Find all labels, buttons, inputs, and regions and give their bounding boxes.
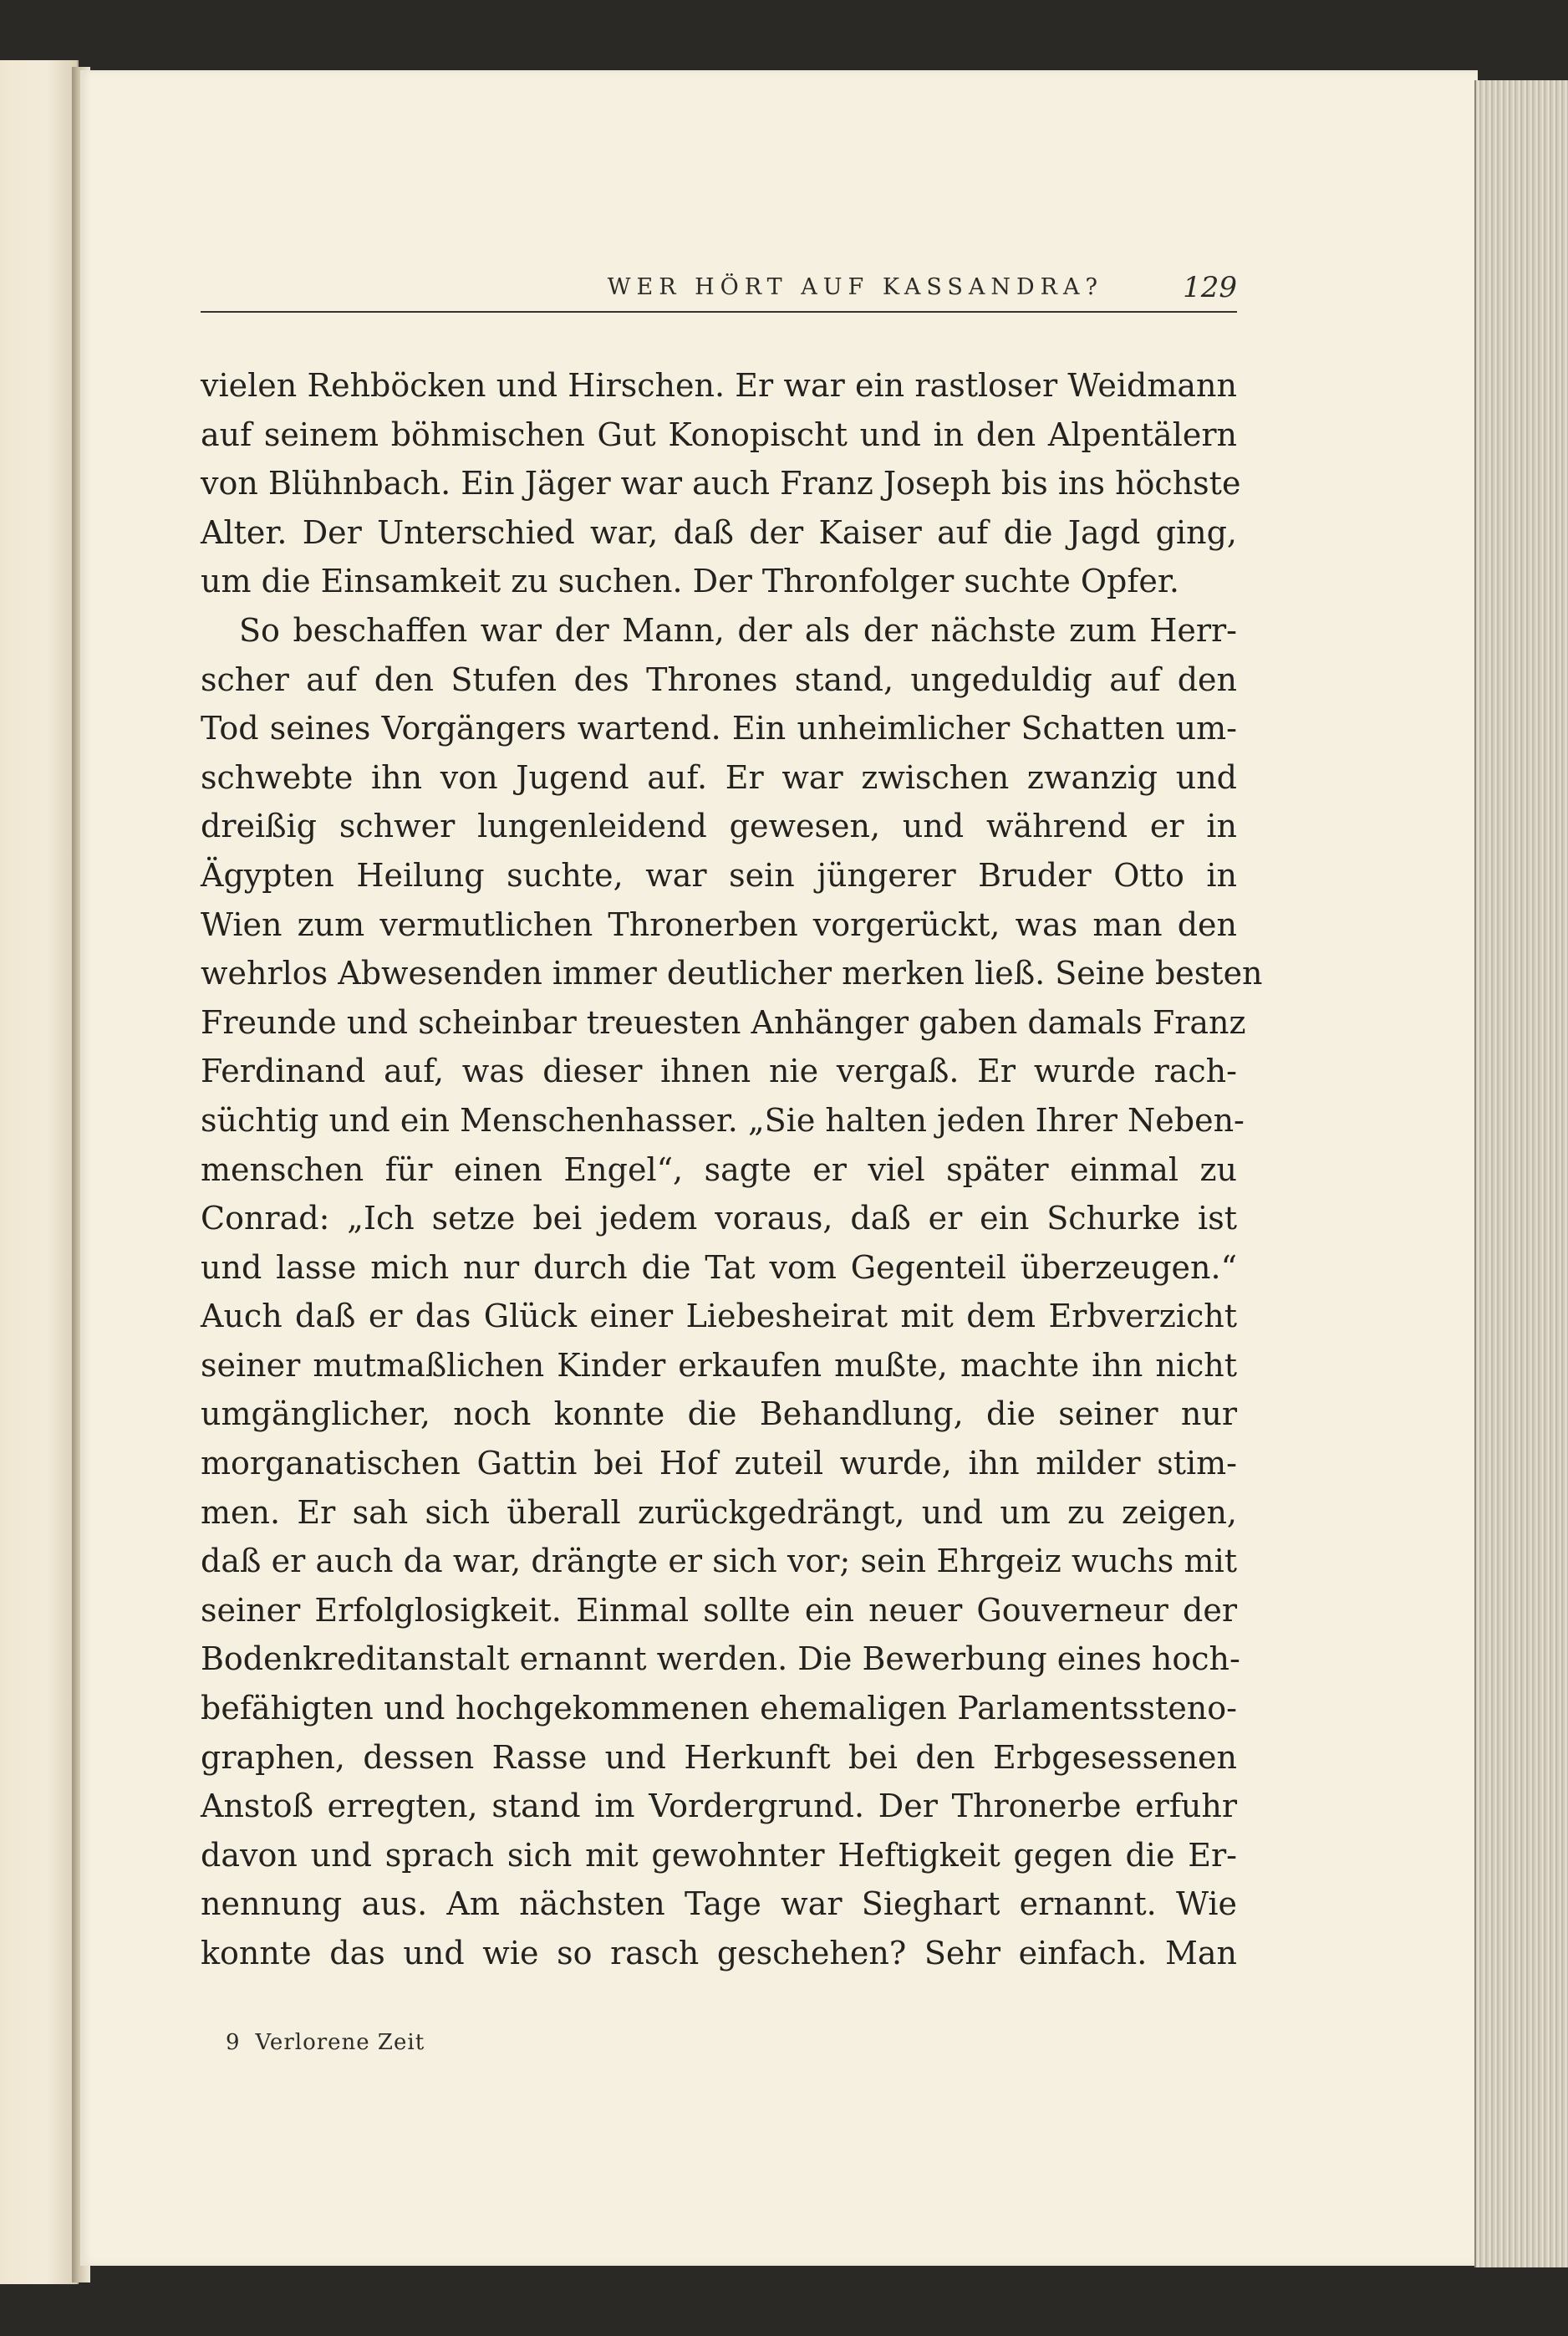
text-line: graphen, dessen Rasse und Herkunft bei den Erbgesessenen <box>201 1738 1237 1776</box>
text-line: von Blühnbach. Ein Jäger war auch Franz Joseph bis ins höchste <box>201 465 1241 502</box>
page-stack-edges <box>1474 80 1568 2267</box>
text-line: scher auf den Stufen des Thrones stand, ungeduldig auf den <box>201 661 1237 698</box>
text-line: auf seinem böhmischen Gut Konopischt und in den Alpentälern <box>201 416 1237 453</box>
page-number: 129 <box>1183 271 1237 304</box>
text-line: Alter. Der Unterschied war, daß der Kaiser auf die Jagd ging, <box>201 513 1237 551</box>
text-line: wehrlos Abwesenden immer deutlicher merken ließ. Seine besten <box>201 955 1263 992</box>
running-header <box>201 271 1237 314</box>
text-line: und lasse mich nur durch die Tat vom Gegenteil überzeugen.“ <box>201 1248 1237 1286</box>
text-line: menschen für einen Engel“, sagte er viel später einmal zu <box>201 1150 1237 1188</box>
text-line: befähigten und hochgekommenen ehemaligen Parlamentssteno- <box>201 1690 1237 1727</box>
text-line: seiner mutmaßlichen Kinder erkaufen mußte, machte ihn nicht <box>201 1346 1237 1384</box>
text-line: Bodenkreditanstalt ernannt werden. Die Bewerbung eines hoch- <box>201 1640 1240 1678</box>
text-line: daß er auch da war, drängte er sich vor; sein Ehrgeiz wuchs mit <box>201 1543 1237 1580</box>
text-line: konnte das und wie so rasch geschehen? Sehr einfach. Man <box>201 1935 1237 1971</box>
text-line: Tod seines Vorgängers wartend. Ein unheimlicher Schatten um- <box>201 710 1237 747</box>
text-line: um die Einsamkeit zu suchen. Der Thronfolger suchte Opfer. <box>201 563 1179 600</box>
text-line: dreißig schwer lungenleidend gewesen, und während er in <box>201 808 1237 845</box>
running-title: WER HÖRT AUF KASSANDRA? <box>607 274 1103 300</box>
text-line: Wien zum vermutlichen Thronerben vorgerückt, was man den <box>201 905 1237 943</box>
text-line: Ferdinand auf, was dieser ihnen nie vergaß. Er wurde rach- <box>201 1053 1237 1090</box>
signature-number: 9 <box>226 2030 241 2055</box>
text-line: Anstoß erregten, stand im Vordergrund. Der Thronerbe erfuhr <box>201 1788 1237 1825</box>
text-line: Freunde und scheinbar treuesten Anhänger gaben damals Franz <box>201 1003 1246 1041</box>
text-line: schwebte ihn von Jugend auf. Er war zwischen zwanzig und <box>201 758 1237 796</box>
printer-signature <box>226 2030 425 2055</box>
text-line: nennung aus. Am nächsten Tage war Sieghart ernannt. Wie <box>201 1885 1237 1923</box>
body-text <box>201 361 1263 1978</box>
text-line: seiner Erfolglosigkeit. Einmal sollte ein neuer Gouverneur der <box>201 1591 1237 1629</box>
left-page-edge <box>0 60 79 2284</box>
text-line: morganatischen Gattin bei Hof zuteil wurde, ihn milder stim- <box>201 1445 1237 1482</box>
text-line: süchtig und ein Menschenhasser. „Sie halten jeden Ihrer Neben- <box>201 1101 1245 1139</box>
header-rule <box>201 311 1237 313</box>
text-line: davon und sprach sich mit gewohnter Heftigkeit gegen die Er- <box>201 1836 1237 1874</box>
text-line: umgänglicher, noch konnte die Behandlung, die seiner nur <box>201 1395 1237 1433</box>
text-line: vielen Rehböcken und Hirschen. Er war ein rastloser Weidmann <box>201 367 1237 404</box>
text-line: Ägypten Heilung suchte, war sein jüngerer Bruder Otto in <box>201 856 1237 894</box>
text-line: Conrad: „Ich setze bei jedem voraus, daß er ein Schurke ist <box>201 1200 1237 1237</box>
text-line: So beschaffen war der Mann, der als der nächste zum Herr- <box>239 611 1237 649</box>
text-line: Auch daß er das Glück einer Liebesheirat mit dem Erbverzicht <box>201 1298 1237 1335</box>
text-line: men. Er sah sich überall zurückgedrängt, und um zu zeigen, <box>201 1493 1237 1531</box>
signature-title: Verlorene Zeit <box>255 2030 425 2055</box>
